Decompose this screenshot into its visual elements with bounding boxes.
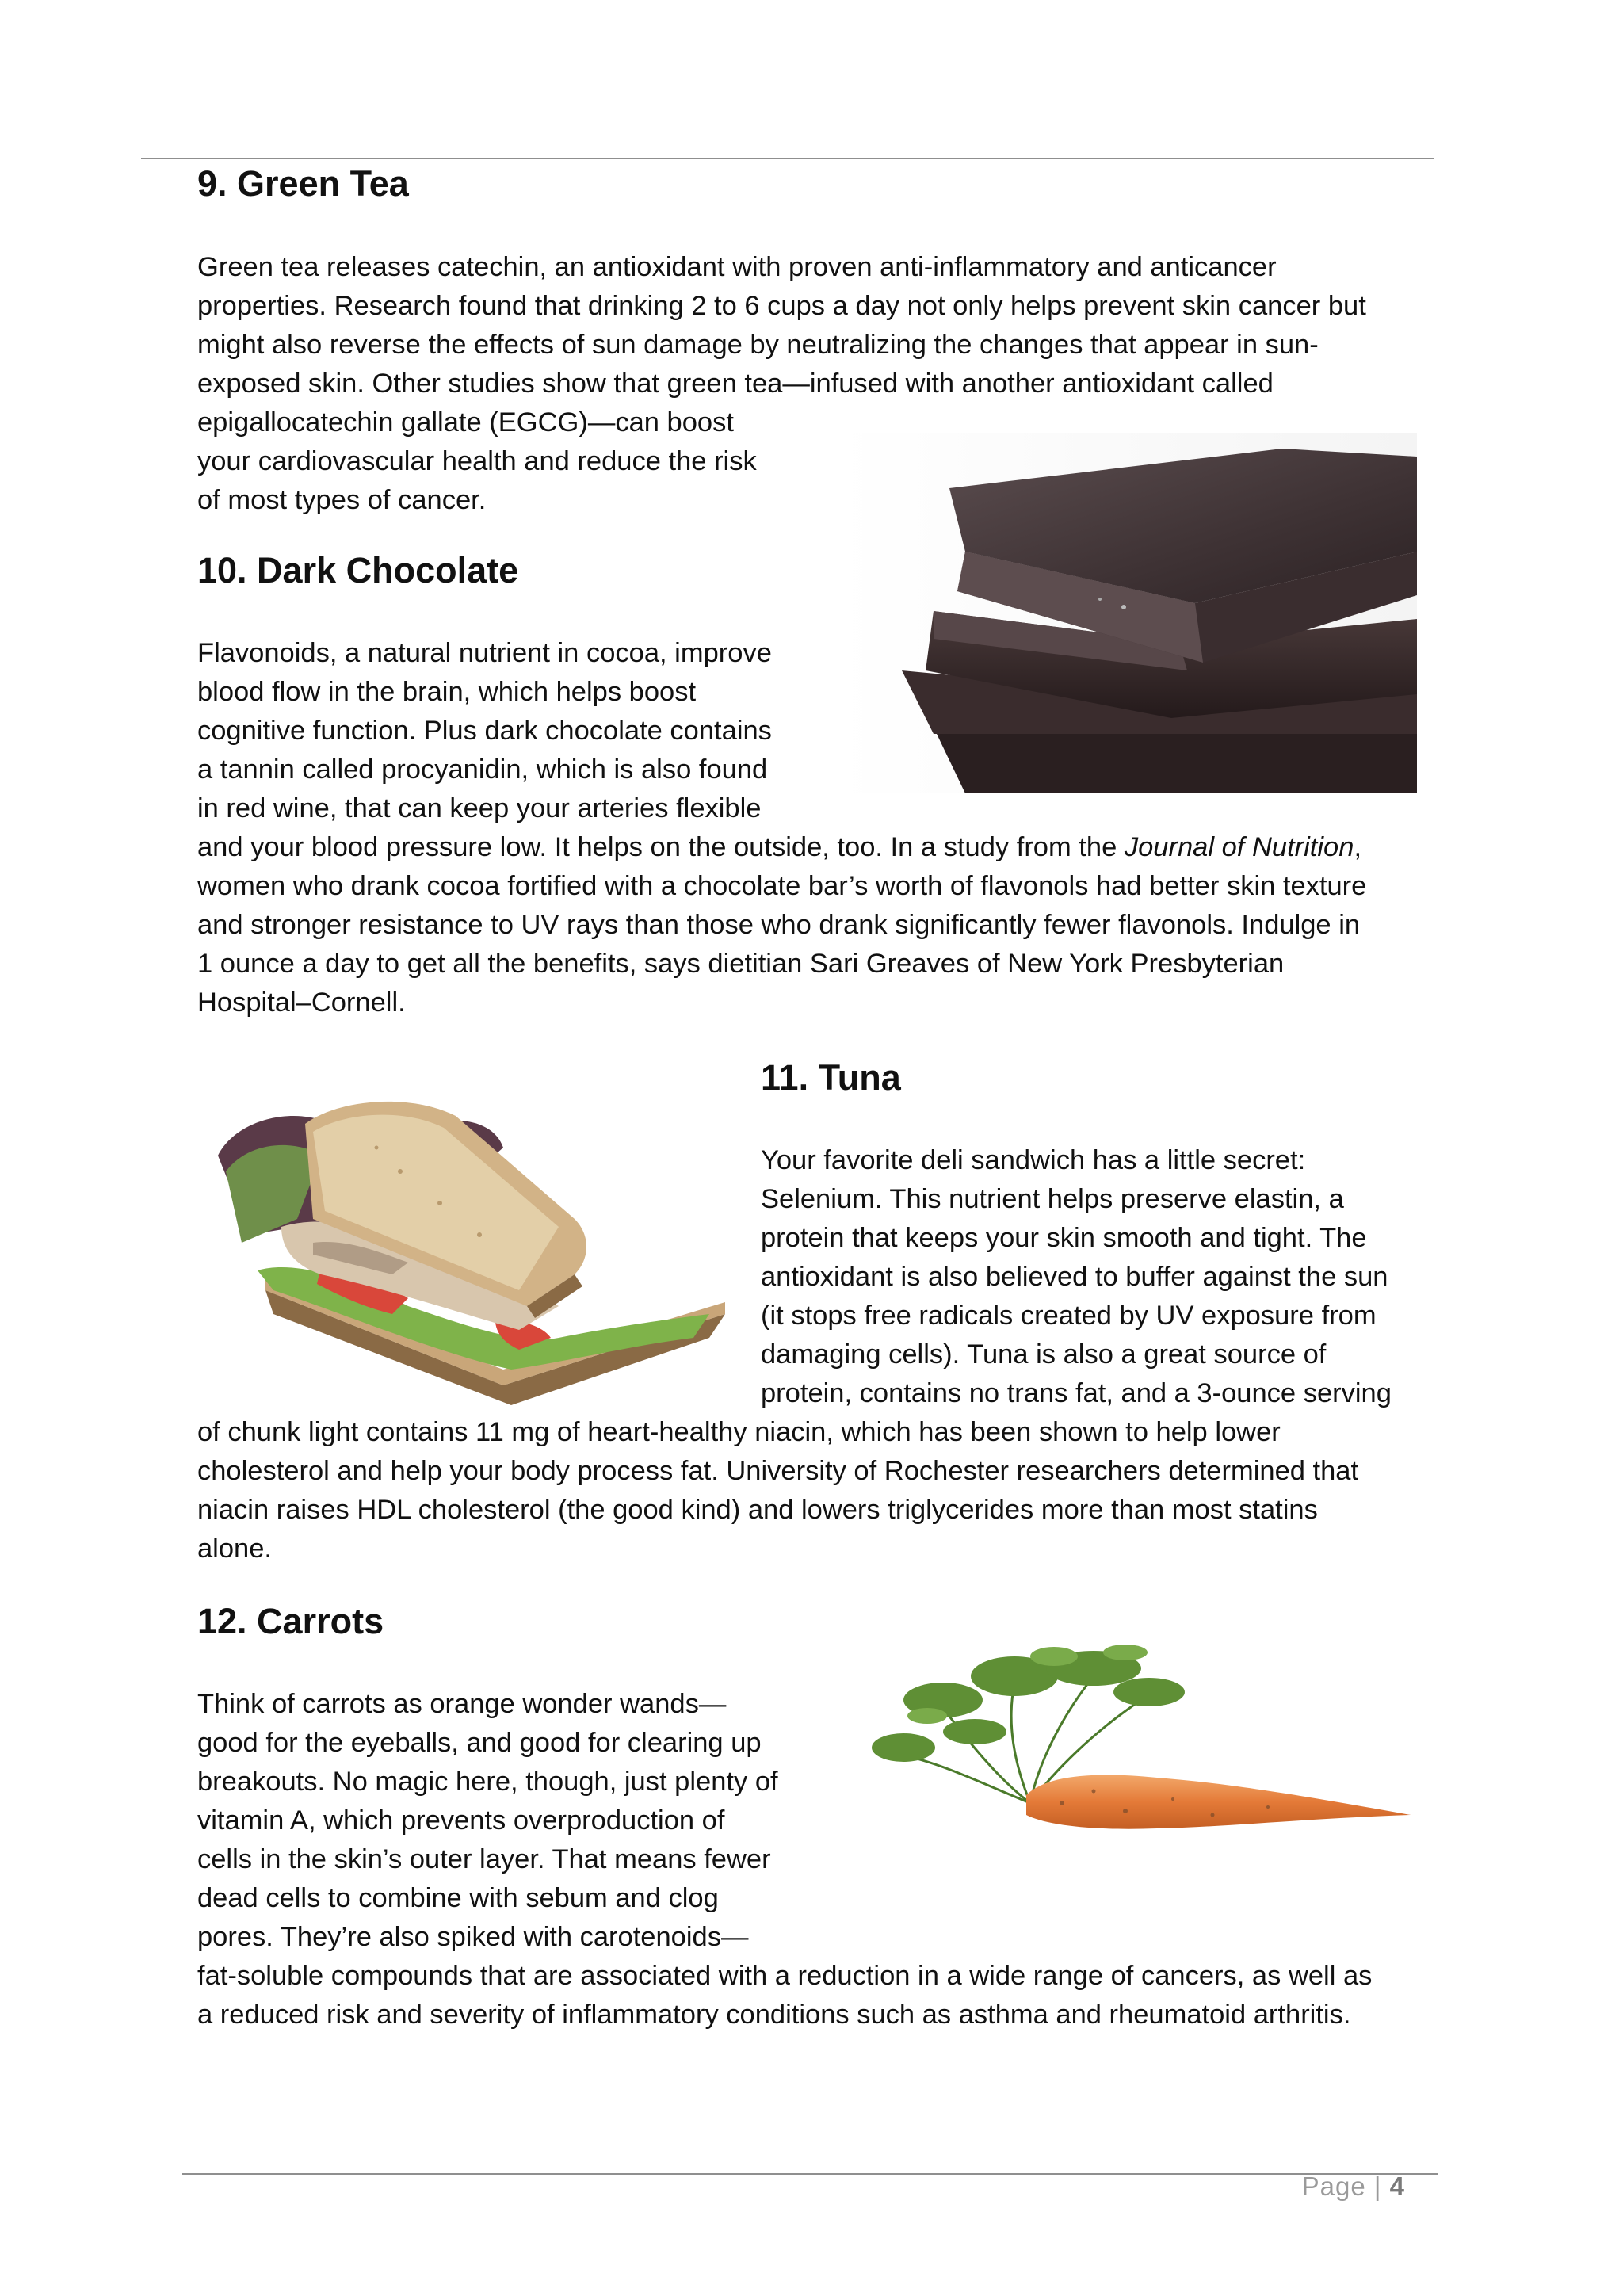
text-line: of chunk light contains 11 mg of heart-healthy niacin, which has been shown to help lower xyxy=(197,1417,1281,1447)
text-line: a tannin called procyanidin, which is also found xyxy=(197,755,768,785)
section-text-dark-chocolate xyxy=(197,634,1366,1022)
footer-rule xyxy=(182,2173,1438,2175)
section-text-tuna-full xyxy=(197,1413,1358,1568)
section-heading-green-tea: 9. Green Tea xyxy=(197,163,409,204)
text-line: protein, contains no trans fat, and a 3-ounce serving xyxy=(761,1378,1392,1408)
text-line: blood flow in the brain, which helps boost xyxy=(197,677,697,707)
text-line: cells in the skin’s outer layer. That means fewer xyxy=(197,1844,771,1874)
text-line: cholesterol and help your body process fat. University of Rochester researchers determined that xyxy=(197,1456,1359,1486)
page-label: Page xyxy=(1301,2172,1366,2201)
text-line: good for the eyeballs, and good for clearing up xyxy=(197,1728,762,1758)
text-line: exposed skin. Other studies show that green tea—infused with another antioxidant called xyxy=(197,369,1274,399)
text-line: properties. Research found that drinking 2 to 6 cups a day not only helps prevent skin cancer but xyxy=(197,291,1366,321)
text-line: a reduced risk and severity of inflammatory conditions such as asthma and rheumatoid arthritis. xyxy=(197,2000,1351,2030)
page-indicator xyxy=(1302,2172,1405,2202)
text-line: in red wine, that can keep your arteries flexible xyxy=(197,793,762,823)
text-line xyxy=(197,828,1366,867)
text-line: Green tea releases catechin, an antioxidant with proven anti-inflammatory and anticancer xyxy=(197,252,1277,282)
header-rule xyxy=(141,158,1434,159)
text-line: your cardiovascular health and reduce the risk xyxy=(197,446,757,476)
text-line: and stronger resistance to UV rays than those who drank significantly fewer flavonols. Indulge in xyxy=(197,910,1361,940)
text-line: dead cells to combine with sebum and clog xyxy=(197,1883,719,1913)
text-line: Your favorite deli sandwich has a little secret: xyxy=(761,1145,1306,1175)
journal-title: Journal of Nutrition xyxy=(1124,832,1354,862)
text-line: Flavonoids, a natural nutrient in cocoa, improve xyxy=(197,638,772,668)
text-line: Hospital–Cornell. xyxy=(197,988,406,1018)
text-line: breakouts. No magic here, though, just plenty of xyxy=(197,1767,778,1797)
page-number: 4 xyxy=(1389,2172,1405,2201)
text-line: protein that keeps your skin smooth and tight. The xyxy=(761,1223,1367,1253)
text-line: women who drank cocoa fortified with a chocolate bar’s worth of flavonols had better skin texture xyxy=(197,871,1367,901)
section-text-tuna-wrapped xyxy=(761,1141,1392,1413)
text-line: Selenium. This nutrient helps preserve elastin, a xyxy=(761,1184,1344,1214)
text-fragment: and your blood pressure low. It helps on the outside, too. In a study from the xyxy=(197,832,1125,862)
text-fragment: , xyxy=(1354,832,1362,862)
text-line: alone. xyxy=(197,1534,272,1564)
text-line: might also reverse the effects of sun damage by neutralizing the changes that appear in sun- xyxy=(197,330,1319,360)
section-heading-dark-chocolate: 10. Dark Chocolate xyxy=(197,550,519,590)
page-separator: | xyxy=(1373,2172,1382,2201)
text-line: Think of carrots as orange wonder wands— xyxy=(197,1689,727,1719)
text-line: niacin raises HDL cholesterol (the good kind) and lowers triglycerides more than most statins xyxy=(197,1495,1318,1525)
text-line: fat-soluble compounds that are associated with a reduction in a wide range of cancers, as well as xyxy=(197,1961,1373,1991)
section-heading-carrots: 12. Carrots xyxy=(197,1601,384,1641)
text-line: cognitive function. Plus dark chocolate contains xyxy=(197,716,772,746)
text-line: pores. They’re also spiked with carotenoids— xyxy=(197,1922,749,1952)
text-line: antioxidant is also believed to buffer against the sun xyxy=(761,1262,1388,1292)
text-line: damaging cells). Tuna is also a great source of xyxy=(761,1339,1327,1370)
text-line: 1 ounce a day to get all the benefits, says dietitian Sari Greaves of New York Presbyterian xyxy=(197,949,1285,979)
text-line: epigallocatechin gallate (EGCG)—can boost xyxy=(197,407,734,437)
section-heading-tuna: 11. Tuna xyxy=(761,1057,901,1098)
text-line: (it stops free radicals created by UV exposure from xyxy=(761,1301,1377,1331)
carrot-image xyxy=(856,1621,1426,1859)
tuna-sandwich-image xyxy=(202,1076,741,1409)
text-line: vitamin A, which prevents overproduction of xyxy=(197,1805,725,1836)
text-line: of most types of cancer. xyxy=(197,485,487,515)
